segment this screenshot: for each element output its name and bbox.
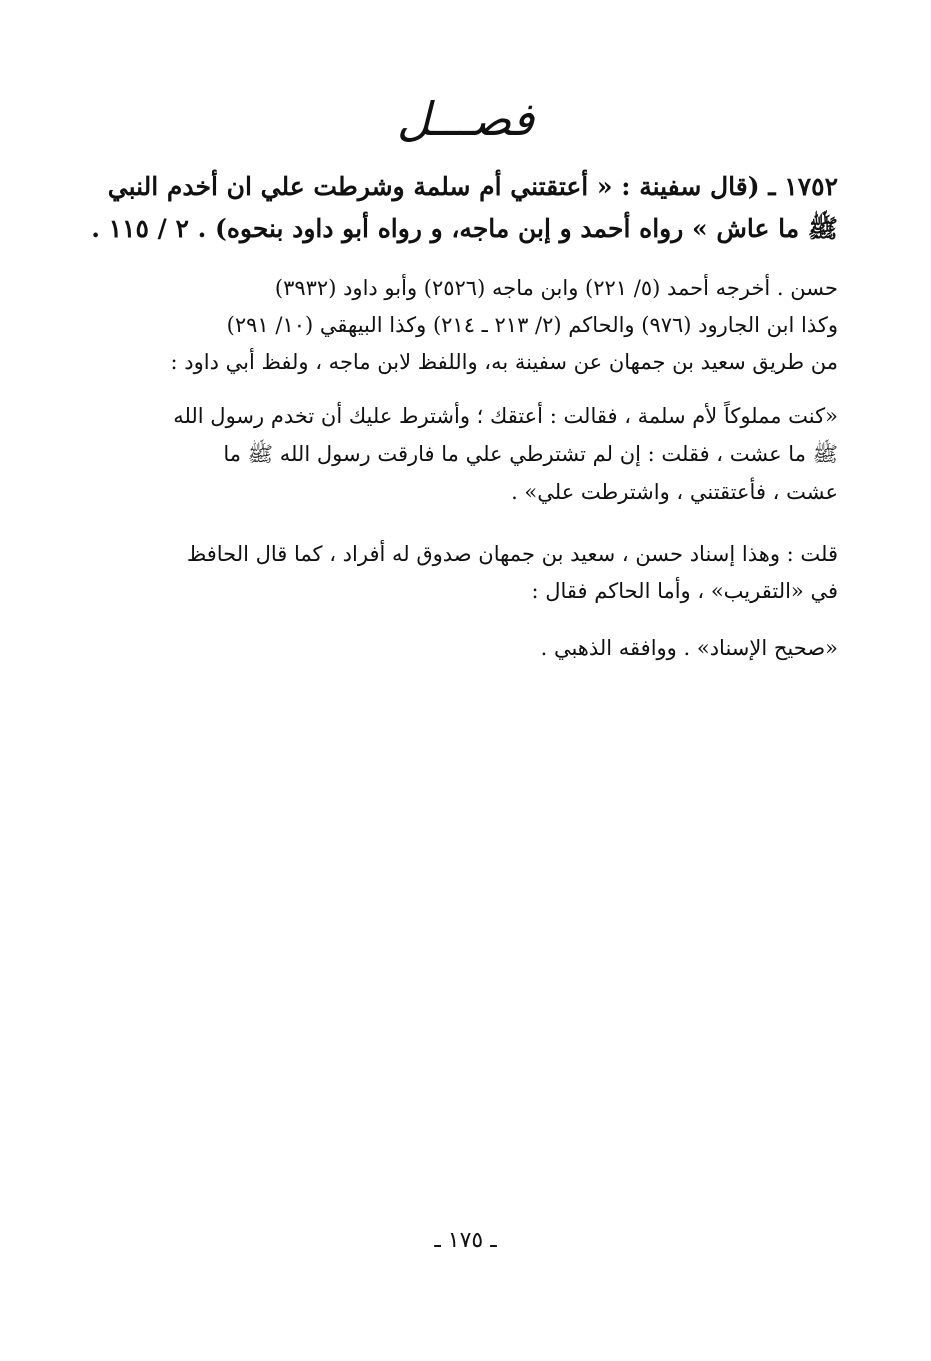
section-heading: فصـــل xyxy=(396,92,535,146)
quote-line: ﷺ ما عشت ، فقلت : إن لم تشترطي علي ما فارقت رسول الله ﷺ ما xyxy=(223,442,838,466)
note-line: في «التقريب» ، وأما الحاكم فقال : xyxy=(531,579,838,603)
note-line: قلت : وهذا إسناد حسن ، سعيد بن جمهان صدوق له أفراد ، كما قال الحافظ xyxy=(186,542,838,566)
takhrij-line: من طريق سعيد بن جمهان عن سفينة به، واللفظ لابن ماجه ، ولفظ أبي داود : xyxy=(170,350,838,374)
quote-line: «كنت مملوكاً لأم سلمة ، فقالت : أعتقك ؛ وأشترط عليك أن تخدم رسول الله xyxy=(173,404,838,428)
quote-line: عشت ، فأعتقتني ، واشترطت علي» . xyxy=(511,480,838,504)
takhrij-line: حسن . أخرجه أحمد (٥/ ٢٢١) وابن ماجه (٢٥٢٦) وأبو داود (٣٩٣٢) xyxy=(274,276,838,300)
authenticity-ruling xyxy=(158,630,838,667)
takhrij-paragraph xyxy=(158,270,838,381)
page-number: ـ ١٧٥ ـ xyxy=(434,1228,497,1253)
ruling-line: «صحيح الإسناد» . ووافقه الذهبي . xyxy=(540,636,838,660)
quoted-narration xyxy=(158,397,838,511)
author-note xyxy=(158,536,838,610)
hadith-text xyxy=(91,166,838,250)
takhrij-line: وكذا ابن الجارود (٩٧٦) والحاكم (٢/ ٢١٣ ـ ٢١٤) وكذا البيهقي (١٠/ ٢٩١) xyxy=(226,313,838,337)
hadith-line: ﷺ ما عاش » رواه أحمد و إبن ماجه، و رواه أبو داود بنحوه) . ٢ / ١١٥ . xyxy=(91,214,838,243)
hadith-line: ١٧٥٢ ـ (قال سفينة : « أعتقتني أم سلمة وشرطت علي ان أخدم النبي xyxy=(107,172,838,201)
